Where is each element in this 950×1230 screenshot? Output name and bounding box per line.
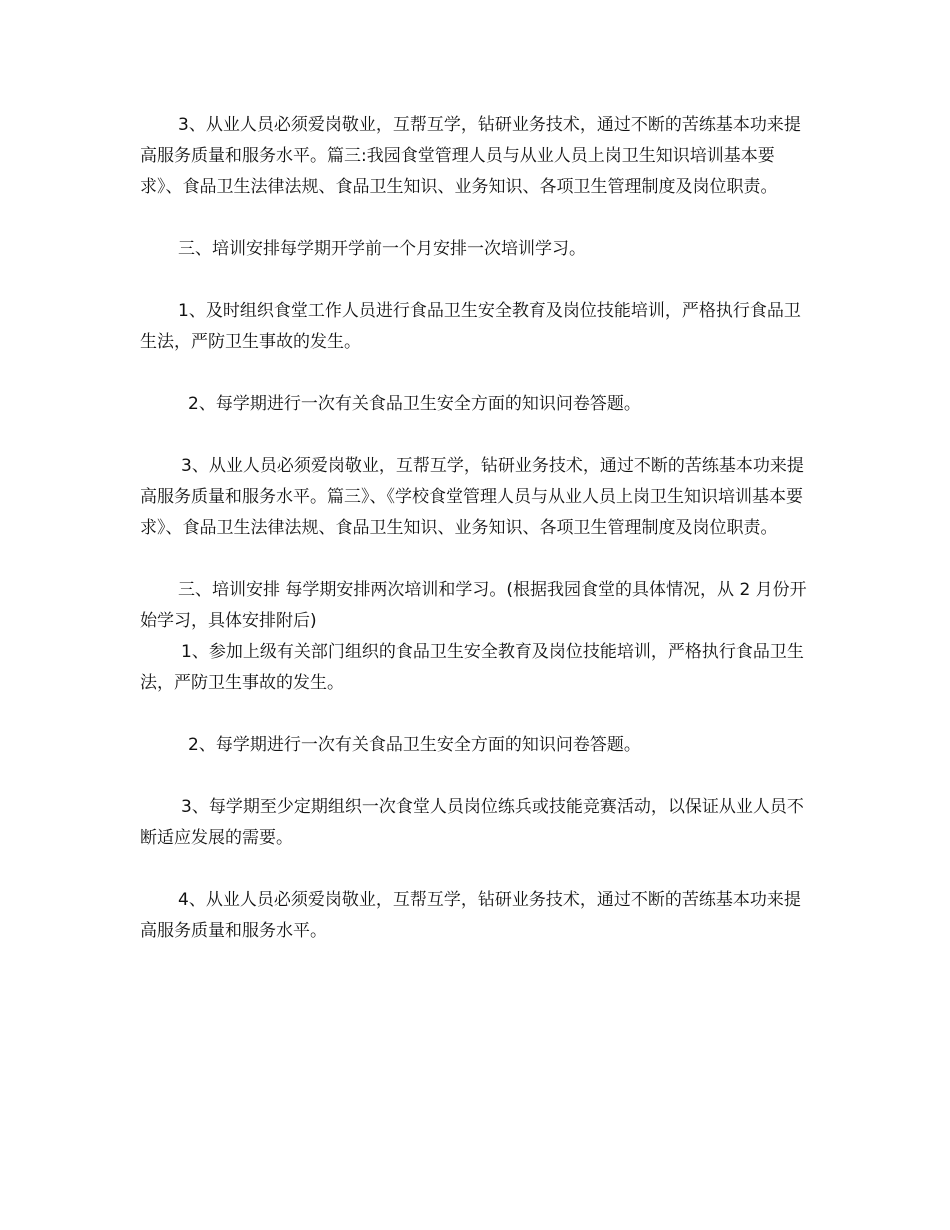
paragraph-attend-training: 1、参加上级有关部门组织的食品卫生安全教育及岗位技能培训，严格执行食品卫生法，严防卫生事故的发生。: [140, 642, 804, 693]
document-body: [140, 110, 815, 947]
paragraph-training-schedule-1: 三、培训安排每学期开学前一个月安排一次培训学习。: [178, 239, 586, 259]
paragraph-practitioner-duty-3: 4、从业人员必须爱岗敬业，互帮互学，钻研业务技术，通过不断的苦练基本功来提高服务质量和服务水平。: [140, 890, 801, 941]
paragraph-questionnaire-1: 2、每学期进行一次有关食品卫生安全方面的知识问卷答题。: [188, 394, 641, 414]
paragraph-questionnaire-2: 2、每学期进行一次有关食品卫生安全方面的知识问卷答题。: [188, 735, 641, 755]
paragraph-practitioner-duty-2: 3、从业人员必须爱岗敬业，互帮互学，钻研业务技术，通过不断的苦练基本功来提高服务质量和服务水平。篇三》、《学校食堂管理人员与从业人员上岗卫生知识培训基本要求》、食品卫生法律法规、食品卫生知识、业务知识、各项卫生管理制度及岗位职责。: [140, 456, 804, 538]
paragraph-practitioner-duty-1: 3、从业人员必须爱岗敬业，互帮互学，钻研业务技术，通过不断的苦练基本功来提高服务质量和服务水平。篇三:我园食堂管理人员与从业人员上岗卫生知识培训基本要求》、食品卫生法律法规、食品卫生知识、业务知识、各项卫生管理制度及岗位职责。: [140, 115, 801, 197]
paragraph-skill-competition: 3、每学期至少定期组织一次食堂人员岗位练兵或技能竞赛活动，以保证从业人员不断适应发展的需要。: [140, 797, 804, 848]
paragraph-training-schedule-2: 三、培训安排 每学期安排两次培训和学习。(根据我园食堂的具体情况，从 2 月份开始学习，具体安排附后): [140, 580, 807, 631]
paragraph-organize-training: 1、及时组织食堂工作人员进行食品卫生安全教育及岗位技能培训，严格执行食品卫生法，严防卫生事故的发生。: [140, 301, 801, 352]
